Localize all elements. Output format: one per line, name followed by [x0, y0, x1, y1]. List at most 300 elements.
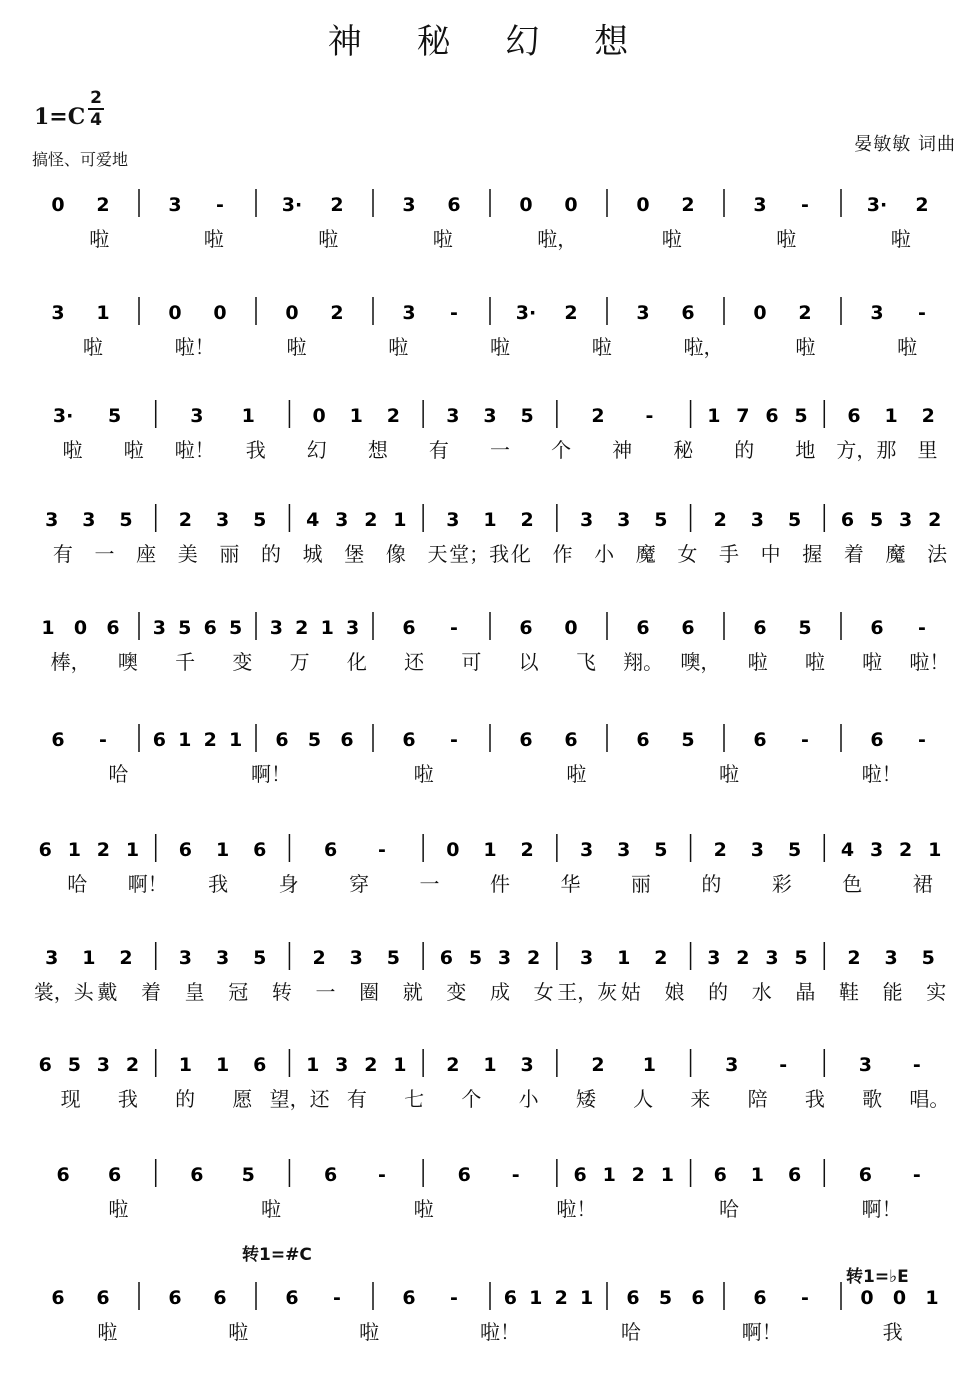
note: 3: [335, 509, 349, 531]
note: 3: [45, 947, 59, 969]
note: 5: [119, 509, 133, 531]
note: -: [801, 194, 809, 216]
note: -: [912, 1054, 921, 1076]
notation-row: [0, 608, 978, 644]
note: 3: [215, 509, 230, 531]
lyric-syllable: 个: [461, 1087, 482, 1111]
lyric-syllable: 我: [117, 1087, 138, 1111]
note: 3: [753, 194, 767, 216]
lyric-syllable: 方，那: [836, 438, 897, 462]
notation-svg: [0, 608, 978, 644]
note: 6: [573, 1164, 587, 1186]
note: 2: [96, 839, 111, 861]
note: 2: [203, 729, 217, 751]
note: 2: [364, 1054, 378, 1076]
note: 0: [312, 405, 326, 427]
note: 1: [349, 405, 363, 427]
lyric-syllable: 皇: [184, 980, 205, 1004]
note: 6: [190, 1164, 204, 1186]
lyric-syllable: 地: [795, 438, 816, 462]
note: 3: [45, 509, 59, 531]
lyric-syllable: 的: [734, 438, 755, 462]
note: 1: [925, 1287, 939, 1309]
note: 0: [51, 194, 65, 216]
lyric-syllable: 转: [271, 980, 292, 1004]
note: -: [450, 729, 458, 751]
note: 3: [82, 509, 96, 531]
lyric-syllable: 娘: [664, 980, 685, 1004]
note: 5: [654, 509, 668, 531]
note: 6: [870, 729, 884, 751]
lyric-syllable: 歌: [862, 1087, 883, 1111]
note: 2: [591, 405, 605, 427]
lyric-syllable: 魔: [885, 542, 906, 566]
lyric-syllable: 翔。: [623, 650, 664, 674]
note: 4: [840, 839, 855, 861]
lyric-syllable: 啦: [228, 1320, 249, 1344]
note: 6: [457, 1164, 471, 1186]
lyric-syllable: 女: [677, 542, 698, 566]
note: 5: [654, 839, 668, 861]
lyric-syllable: 啦: [318, 227, 339, 251]
lyric-syllable: 啦: [747, 650, 768, 674]
lyric-syllable: 千: [175, 650, 196, 674]
note: 6: [447, 194, 461, 216]
lyric-syllable: 件: [490, 872, 510, 896]
lyric-syllable: 作: [552, 542, 573, 566]
lyric-syllable: 一: [490, 438, 510, 462]
lyric-syllable: 神: [612, 438, 633, 462]
note: 0: [892, 1287, 907, 1309]
note: 3: [579, 839, 594, 861]
note: 6: [203, 617, 217, 639]
note: 2: [713, 509, 727, 531]
lyric-syllable: 啦，: [537, 227, 578, 251]
note: 2: [178, 509, 193, 531]
note: 6: [753, 729, 767, 751]
lyric-syllable: 啦: [203, 227, 224, 251]
note: 5: [178, 617, 192, 639]
note: 5: [241, 1164, 255, 1186]
notation-row: [0, 185, 978, 221]
note: 1: [41, 617, 55, 639]
lyric-syllable: 来: [690, 1087, 711, 1111]
lyric-syllable: 城: [302, 542, 323, 566]
note: 6: [765, 405, 779, 427]
lyric-syllable: 人: [633, 1087, 654, 1111]
lyric-syllable: 啦: [661, 227, 682, 251]
lyric-syllable: 啦: [862, 650, 883, 674]
song-title: 神 秘 幻 想: [327, 22, 651, 62]
note: 6: [38, 1054, 52, 1076]
lyric-syllable: 手: [719, 542, 739, 566]
lyric-syllable: 可: [461, 650, 482, 674]
lyric-syllable: 一: [419, 872, 440, 896]
note: 3: [765, 947, 779, 969]
note: 3: [402, 194, 416, 216]
note: 5: [307, 729, 322, 751]
note: 5: [794, 405, 808, 427]
note: 2: [295, 617, 309, 639]
note: 3: [617, 839, 631, 861]
note: 3: [636, 302, 650, 324]
lyric-syllable: 啦: [591, 335, 612, 359]
lyric-syllable: 啊！: [127, 872, 168, 896]
lyric-syllable: 座: [136, 542, 157, 566]
lyric-syllable: 哈: [67, 872, 88, 896]
note: 3: [483, 405, 497, 427]
lyric-syllable: 啦: [804, 650, 825, 674]
note: 5: [67, 1054, 81, 1076]
lyric-syllable: 噢: [117, 650, 138, 674]
lyric-syllable: 愿: [232, 1087, 253, 1111]
note: 1: [393, 509, 407, 531]
notation-row: [0, 396, 978, 432]
notation-svg: [0, 830, 978, 866]
notation-row: [0, 720, 978, 756]
lyric-syllable: 矮: [575, 1087, 596, 1111]
note: 3: [168, 194, 182, 216]
note: 1: [580, 1287, 594, 1309]
note: 5: [253, 947, 267, 969]
note: 1: [229, 729, 243, 751]
note: 3: [96, 1054, 111, 1076]
lyric-syllable: 啦！: [556, 1197, 597, 1221]
lyric-syllable: 圈: [359, 980, 380, 1004]
lyric-syllable: 中: [760, 542, 781, 566]
note: 6: [519, 617, 533, 639]
key-signature: 1=C: [34, 104, 86, 130]
lyric-syllable: 里: [917, 438, 938, 462]
note: 6: [152, 729, 166, 751]
lyric-syllable: 啊！: [741, 1320, 782, 1344]
note: 2: [654, 947, 668, 969]
note: 6: [691, 1287, 705, 1309]
time-signature-bottom: 4: [90, 110, 102, 130]
lyric-syllable: 想: [367, 438, 388, 462]
note: 3: [402, 302, 416, 324]
note: 3: [152, 617, 166, 639]
lyric-syllable: 我: [208, 872, 229, 896]
lyric-syllable: 晶: [795, 980, 816, 1004]
note: 5: [681, 729, 695, 751]
lyric-syllable: 啦: [89, 227, 110, 251]
note: 3: [446, 405, 460, 427]
lyric-syllable: 堂；我: [449, 542, 510, 566]
lyric-syllable: 女: [533, 980, 554, 1004]
notation-row: [0, 293, 978, 329]
lyric-syllable: 的: [708, 980, 729, 1004]
note: 5: [921, 947, 935, 969]
note: 2: [631, 1164, 645, 1186]
note: 1: [393, 1054, 407, 1076]
note: 1: [750, 1164, 765, 1186]
note: 1: [82, 947, 96, 969]
note: 2: [446, 1054, 460, 1076]
lyric-syllable: 啦: [62, 438, 83, 462]
lyric-syllable: 望，还: [269, 1087, 330, 1111]
note: 2: [928, 509, 942, 531]
note: 6: [168, 1287, 182, 1309]
lyric-syllable: 裙: [912, 872, 933, 896]
lyric-syllable: 棒，: [50, 650, 91, 674]
note: 2: [520, 839, 534, 861]
note: 7: [736, 405, 750, 427]
note: 6: [439, 947, 454, 969]
lyric-syllable: 的: [175, 1087, 196, 1111]
lyric-syllable: 一: [94, 542, 115, 566]
lyric-syllable: 啦: [359, 1320, 380, 1344]
note: 6: [626, 1287, 640, 1309]
lyric-syllable: 天: [427, 542, 448, 566]
note: 2: [847, 947, 861, 969]
note: 6: [519, 729, 533, 751]
note: 6: [787, 1164, 802, 1186]
note: 0: [564, 617, 578, 639]
lyric-syllable: 啦！: [480, 1320, 520, 1344]
note: 2: [96, 194, 110, 216]
lyric-syllable: 现: [60, 1087, 81, 1111]
note: 6: [636, 617, 650, 639]
note: 6: [681, 617, 695, 639]
note: 3: [269, 617, 283, 639]
lyric-syllable: 啦: [261, 1197, 281, 1221]
note: 6: [51, 1287, 65, 1309]
note: 1: [178, 1054, 193, 1076]
lyrics-row: [0, 223, 978, 253]
lyric-syllable: 着: [141, 980, 162, 1004]
note: 5: [468, 947, 483, 969]
lyric-syllable: 法: [927, 542, 948, 566]
lyrics-row: [0, 331, 978, 361]
lyric-syllable: 哈: [719, 1197, 739, 1221]
lyric-syllable: 飞: [575, 650, 596, 674]
note: 3: [215, 947, 230, 969]
note: -: [99, 729, 107, 751]
note: -: [450, 1287, 458, 1309]
note: 1: [642, 1054, 657, 1076]
note: 6: [106, 617, 120, 639]
note: 2: [330, 302, 344, 324]
note: 3: [349, 947, 363, 969]
lyric-syllable: 啦！: [174, 335, 215, 359]
lyric-syllable: 小: [594, 542, 615, 566]
note: 1: [617, 947, 631, 969]
note: 3: [707, 947, 721, 969]
lyric-syllable: 丽: [219, 542, 240, 566]
note: 3: [579, 947, 594, 969]
note: 1: [320, 617, 334, 639]
lyric-syllable: 有: [346, 1087, 367, 1111]
note: 3: [617, 509, 631, 531]
note: 6: [253, 839, 267, 861]
notation-svg: [0, 938, 978, 974]
note: 5: [869, 509, 884, 531]
note: 6: [323, 1164, 338, 1186]
note: 2: [386, 405, 401, 427]
note: -: [378, 839, 386, 861]
note: 0: [636, 194, 650, 216]
note: 0: [168, 302, 182, 324]
lyric-syllable: 的: [261, 542, 281, 566]
note: 1: [928, 839, 942, 861]
note: 6: [323, 839, 338, 861]
note: 5: [787, 509, 802, 531]
note: -: [511, 1164, 520, 1186]
note: 3·: [52, 405, 74, 427]
note: 3: [178, 947, 193, 969]
lyrics-row: [0, 646, 978, 676]
note: 0: [753, 302, 767, 324]
note: 3: [51, 302, 65, 324]
lyric-syllable: 啊！: [251, 762, 291, 786]
note: 6: [56, 1164, 70, 1186]
note: 2: [736, 947, 750, 969]
time-signature-top: 2: [90, 88, 102, 108]
note: 2: [125, 1054, 140, 1076]
notation-row: [0, 830, 978, 866]
lyric-syllable: 啦: [432, 227, 453, 251]
note: -: [645, 405, 654, 427]
lyric-syllable: 彩: [771, 872, 792, 896]
lyric-syllable: 啦: [890, 227, 911, 251]
lyric-syllable: 哈: [108, 762, 129, 786]
lyric-syllable: 啦，: [683, 335, 724, 359]
notation-svg: [0, 720, 978, 756]
lyric-syllable: 着: [843, 542, 864, 566]
note: 4: [306, 509, 320, 531]
note: 6: [753, 1287, 767, 1309]
lyric-syllable: 以: [518, 650, 539, 674]
note: 1: [529, 1287, 543, 1309]
lyric-syllable: 冠: [228, 980, 249, 1004]
note: 2: [520, 509, 534, 531]
lyric-syllable: 有: [428, 438, 449, 462]
note: 1: [96, 302, 110, 324]
note: 2: [915, 194, 929, 216]
lyric-syllable: 色: [842, 872, 863, 896]
notation-svg: [0, 396, 978, 432]
note: 2: [526, 947, 541, 969]
notation-row: [0, 1278, 978, 1314]
lyric-syllable: 我: [804, 1087, 825, 1111]
lyric-syllable: 万: [289, 650, 310, 674]
note: 1: [660, 1164, 674, 1186]
lyric-syllable: 个: [551, 438, 572, 462]
note: 2: [798, 302, 812, 324]
lyric-syllable: 啦: [897, 335, 918, 359]
note: 0: [285, 302, 299, 324]
lyrics-row: [0, 538, 978, 568]
note: 3·: [515, 302, 537, 324]
lyric-syllable: 啦: [108, 1197, 129, 1221]
notation-svg: [0, 1278, 978, 1314]
lyric-syllable: 王，灰: [557, 980, 618, 1004]
lyric-syllable: 啦: [719, 762, 739, 786]
lyric-syllable: 华: [560, 872, 581, 896]
lyric-syllable: 一: [315, 980, 336, 1004]
note: 1: [483, 1054, 497, 1076]
note: 0: [73, 617, 88, 639]
note: -: [450, 617, 458, 639]
note: 6: [402, 729, 416, 751]
lyrics-row: [0, 1193, 978, 1223]
note: 6: [38, 839, 52, 861]
modulation-flat-e: 转1=♭E: [846, 1267, 909, 1287]
note: 3: [725, 1054, 739, 1076]
note: 0: [519, 194, 533, 216]
note: 2: [119, 947, 133, 969]
notation-row: [0, 500, 978, 536]
modulation-sharp-c: 转1=#C: [242, 1245, 312, 1265]
note: 2: [899, 839, 913, 861]
notation-row: [0, 1155, 978, 1191]
tempo-marking: 搞怪、可爱地: [32, 150, 129, 169]
note: 2: [591, 1054, 605, 1076]
lyric-syllable: 堡: [344, 542, 365, 566]
lyric-syllable: 魔: [635, 542, 656, 566]
note: 6: [847, 405, 861, 427]
notation-svg: [0, 293, 978, 329]
note: 5: [658, 1287, 673, 1309]
lyric-syllable: 啦: [286, 335, 307, 359]
note: 5: [107, 405, 122, 427]
note: 6: [840, 509, 855, 531]
lyrics-row: [0, 1316, 978, 1346]
note: 6: [285, 1287, 299, 1309]
note: -: [779, 1054, 788, 1076]
lyric-syllable: 还: [404, 650, 425, 674]
lyric-syllable: 啦: [795, 335, 816, 359]
lyric-syllable: 美: [177, 542, 198, 566]
note: 6: [636, 729, 650, 751]
note: 3: [750, 509, 765, 531]
note: 6: [96, 1287, 110, 1309]
note: 5: [253, 509, 267, 531]
lyric-syllable: 穿: [349, 872, 370, 896]
note: 2: [564, 302, 578, 324]
note: 3: [497, 947, 512, 969]
lyric-syllable: 啦！: [909, 650, 950, 674]
lyric-syllable: 啦！: [861, 762, 902, 786]
lyric-syllable: 成: [490, 980, 510, 1004]
note: -: [378, 1164, 386, 1186]
lyric-syllable: 唱。: [909, 1087, 950, 1111]
note: 1: [602, 1164, 616, 1186]
note: -: [912, 1164, 921, 1186]
note: 6: [681, 302, 695, 324]
notation-svg: [0, 1155, 978, 1191]
lyric-syllable: 我: [882, 1320, 903, 1344]
note: 1: [215, 1054, 230, 1076]
note: 6: [402, 1287, 416, 1309]
note: 2: [330, 194, 344, 216]
note: 1: [178, 729, 192, 751]
note: 3: [335, 1054, 349, 1076]
note: 2: [921, 405, 935, 427]
lyric-syllable: 身: [278, 872, 299, 896]
note: 1: [483, 839, 497, 861]
note: 3: [884, 947, 898, 969]
note: 1: [483, 509, 497, 531]
note: 0: [213, 302, 227, 324]
note: -: [333, 1287, 341, 1309]
notation-svg: [0, 185, 978, 221]
note: 3: [190, 405, 204, 427]
note: 5: [798, 617, 812, 639]
lyric-syllable: 的: [701, 872, 722, 896]
time-signature: [88, 88, 104, 130]
